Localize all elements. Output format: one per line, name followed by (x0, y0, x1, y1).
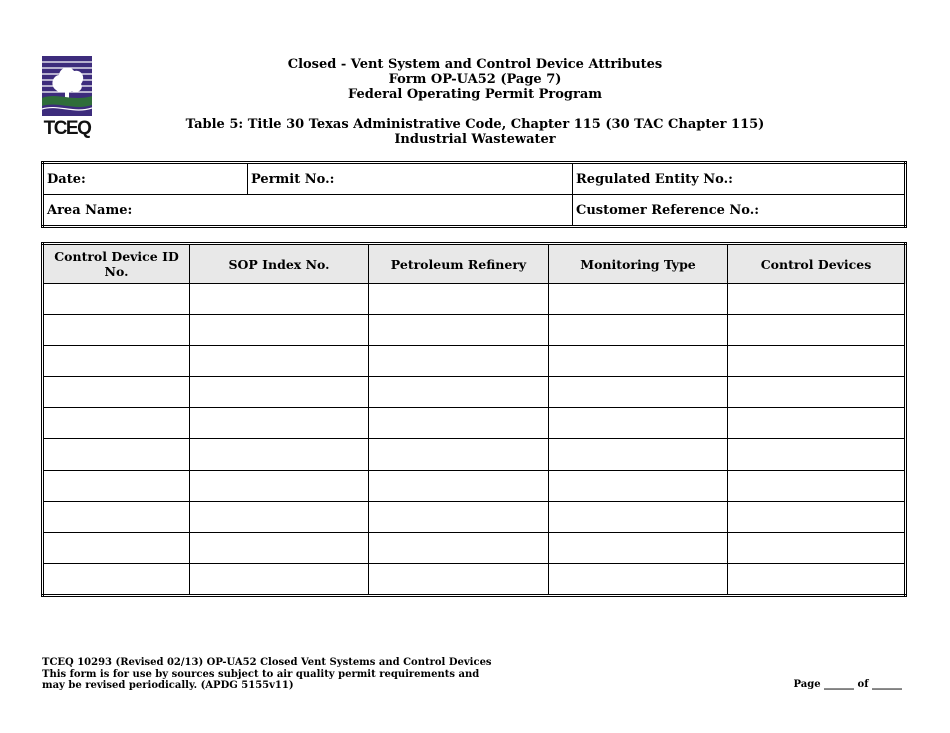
table-cell[interactable] (549, 563, 728, 595)
table-subtitle: Industrial Wastewater (394, 132, 556, 147)
table-row (43, 532, 906, 563)
table-row (43, 470, 906, 501)
table-cell[interactable] (43, 532, 190, 563)
table-cell[interactable] (549, 377, 728, 408)
table-cell[interactable] (43, 315, 190, 346)
table-cell[interactable] (549, 439, 728, 470)
column-header-petroleum-refinery: Petroleum Refinery (369, 244, 549, 284)
table-row (43, 284, 906, 315)
table-cell[interactable] (728, 284, 906, 315)
table-cell[interactable] (369, 377, 549, 408)
table-heading (0, 117, 950, 147)
table-row (43, 563, 906, 595)
table-header-row (43, 244, 906, 284)
table-cell[interactable] (728, 563, 906, 595)
table-row (43, 346, 906, 377)
table-cell[interactable] (549, 501, 728, 532)
table-cell[interactable] (728, 532, 906, 563)
table-cell[interactable] (190, 470, 369, 501)
table-cell[interactable] (728, 408, 906, 439)
table-cell[interactable] (728, 315, 906, 346)
table-cell[interactable] (369, 315, 549, 346)
table-cell[interactable] (43, 439, 190, 470)
table-cell[interactable] (549, 408, 728, 439)
column-header-monitoring-type: Monitoring Type (549, 244, 728, 284)
table-row (43, 408, 906, 439)
table-cell[interactable] (43, 377, 190, 408)
table-row (43, 315, 906, 346)
table-cell[interactable] (549, 346, 728, 377)
table-cell[interactable] (43, 284, 190, 315)
info-fields-table (41, 161, 907, 228)
area-name-field[interactable]: Area Name: (43, 195, 573, 227)
footer-form-id: TCEQ 10293 (Revised 02/13) OP-UA52 Closed Vent Systems and Control Devices (42, 657, 492, 668)
column-header-sop-index: SOP Index No. (190, 244, 369, 284)
table-row (43, 439, 906, 470)
table-row (43, 501, 906, 532)
logo-text: TCEQ (43, 118, 91, 139)
table-cell[interactable] (728, 470, 906, 501)
table-cell[interactable] (728, 439, 906, 470)
table-cell[interactable] (190, 315, 369, 346)
table-cell[interactable] (369, 346, 549, 377)
table-cell[interactable] (190, 563, 369, 595)
table-cell[interactable] (369, 408, 549, 439)
table-cell[interactable] (369, 470, 549, 501)
regulated-entity-no-field[interactable]: Regulated Entity No.: (573, 163, 906, 195)
table-cell[interactable] (728, 346, 906, 377)
table-cell[interactable] (43, 346, 190, 377)
table-cell[interactable] (728, 501, 906, 532)
table-cell[interactable] (369, 563, 549, 595)
column-header-control-devices: Control Devices (728, 244, 906, 284)
table-cell[interactable] (43, 408, 190, 439)
industrial-wastewater-table (41, 242, 907, 597)
table-cell[interactable] (43, 563, 190, 595)
table-cell[interactable] (728, 377, 906, 408)
form-footer (42, 657, 492, 692)
table-cell[interactable] (190, 284, 369, 315)
form-header (0, 57, 950, 102)
table-cell[interactable] (369, 284, 549, 315)
table-title: Table 5: Title 30 Texas Administrative Code, Chapter 115 (30 TAC Chapter 115) (185, 117, 765, 132)
table-cell[interactable] (190, 377, 369, 408)
table-row (43, 377, 906, 408)
table-cell[interactable] (369, 532, 549, 563)
table-cell[interactable] (549, 470, 728, 501)
table-cell[interactable] (549, 284, 728, 315)
table-cell[interactable] (190, 532, 369, 563)
table-cell[interactable] (369, 439, 549, 470)
table-cell[interactable] (43, 501, 190, 532)
table-cell[interactable] (190, 408, 369, 439)
footer-note-line2: may be revised periodically. (APDG 5155v11) (42, 680, 294, 691)
table-cell[interactable] (369, 501, 549, 532)
table-cell[interactable] (549, 315, 728, 346)
column-header-control-device-id: Control Device ID No. (43, 244, 190, 284)
footer-note-line1: This form is for use by sources subject to air quality permit requirements and (42, 668, 480, 680)
table-cell[interactable] (190, 346, 369, 377)
page-number-field: Page ______ of ______ (793, 679, 902, 690)
customer-reference-no-field[interactable]: Customer Reference No.: (573, 195, 906, 227)
date-field[interactable]: Date: (43, 163, 248, 195)
table-cell[interactable] (190, 439, 369, 470)
header-title: Closed - Vent System and Control Device Attributes (287, 57, 663, 72)
header-program: Federal Operating Permit Program (347, 87, 603, 102)
permit-no-field[interactable]: Permit No.: (248, 163, 573, 195)
table-cell[interactable] (549, 532, 728, 563)
table-cell[interactable] (43, 470, 190, 501)
header-form-number: Form OP-UA52 (Page 7) (388, 72, 562, 87)
table-cell[interactable] (190, 501, 369, 532)
